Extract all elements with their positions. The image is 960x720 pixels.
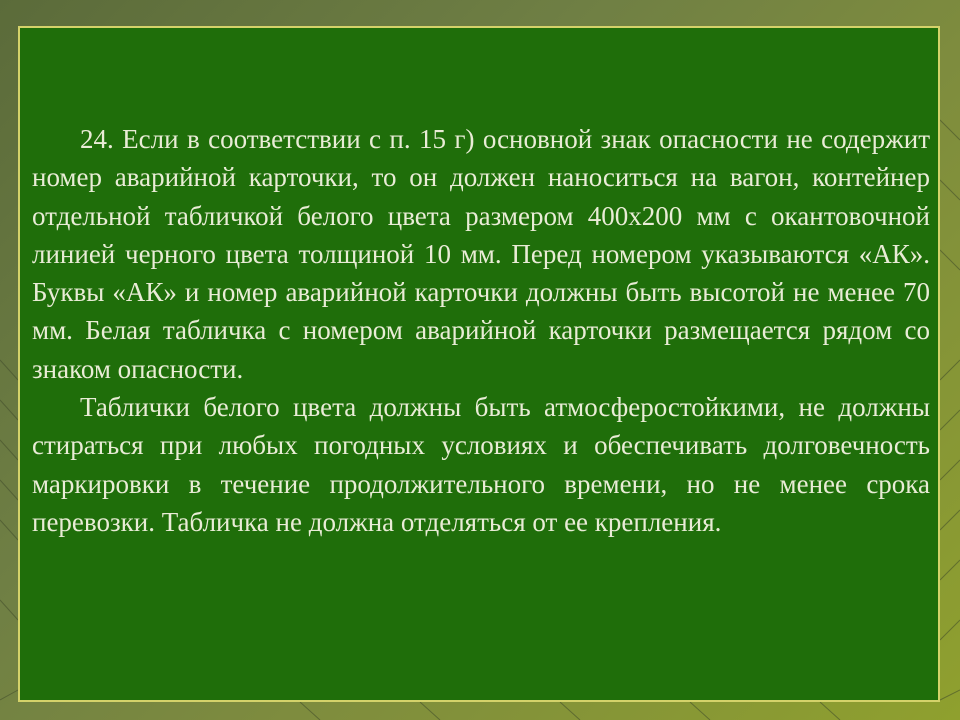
paragraph-2: Таблички белого цвета должны быть атмосферостойкими, не должны стираться при любых погодных условиях и обеспечивать долговечность маркировки в течение продолжительного времени, но не менее срока перевозки. Табличка не должна отделяться от ее крепления. [32, 392, 930, 537]
content-panel [18, 26, 940, 702]
paragraph-1: 24. Если в соответствии с п. 15 г) основной знак опасности не содержит номер аварийной карточки, то он должен наноситься на вагон, контейнер отдельной табличкой белого цвета размером 400х200 мм с окантовочной линией черного цвета толщиной 10 мм. Перед номером указываются «АК». Буквы «АК» и номер аварийной карточки должны быть высотой не менее 70 мм. Белая табличка с номером аварийной карточки размещается рядом со знаком опасности. [32, 124, 930, 384]
body-text [32, 120, 930, 541]
